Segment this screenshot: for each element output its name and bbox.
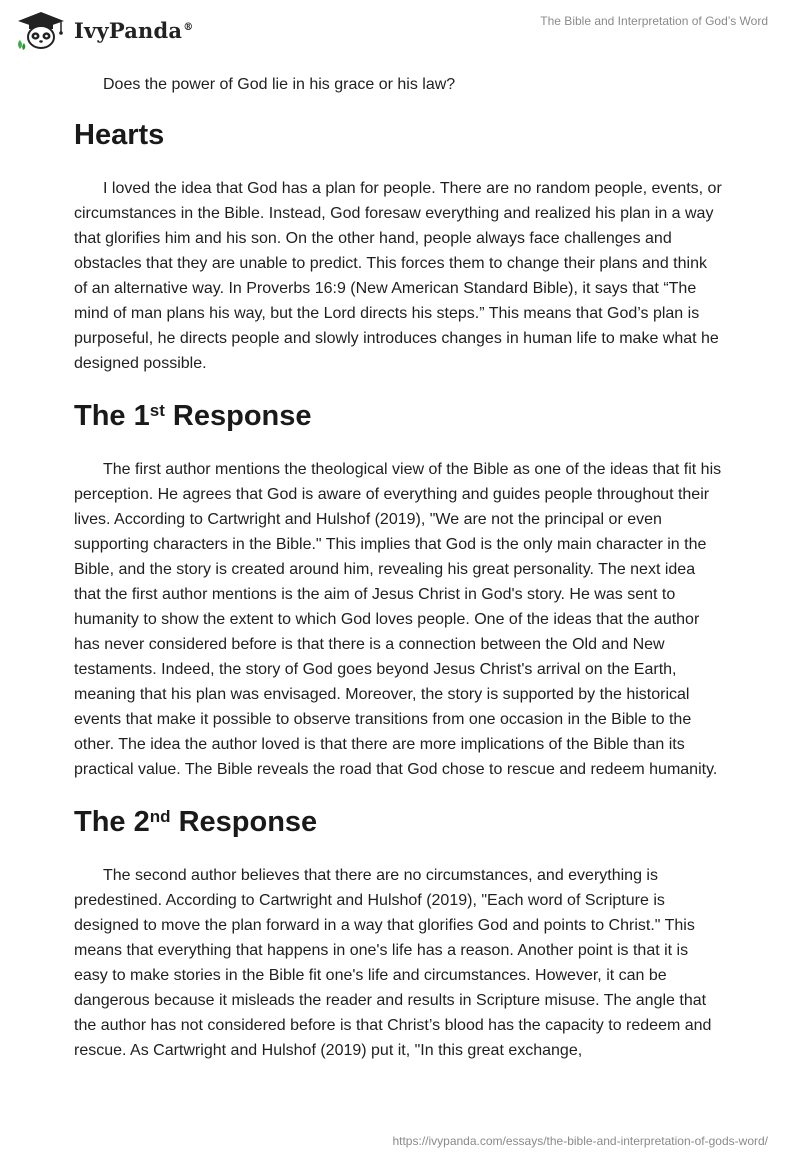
first-response-paragraph: The first author mentions the theological view of the Bible as one of the ideas that fit his perception. He agrees that God is aware of everything and guides people throughout their lives. According to Cartwright and Hulshof (2019), "We are not the principal or even supporting characters in the Bible." This implies that God is the only main character in the Bible, and the story is created around him, revealing his great personality. The next idea that the first author mentions is the aim of Jesus Christ in God's story. He was sent to humanity to show the extent to which God loves people. One of the ideas that the author has never considered before is that there is a connection between the Old and New testaments. Indeed, the story of God goes beyond Jesus Christ's arrival on the Earth, meaning that his plan was envisaged. Moreover, the story is supported by the historical events that make it possible to observe transitions from one occasion in the Bible to the other. The idea the author loved is that there are more implications of the Bible than its practical value. The Bible reveals the road that God chose to rescue and redeem humanity. <box>74 461 722 778</box>
brand-name: IvyPanda® <box>74 17 194 43</box>
page-header <box>0 0 800 60</box>
source-url[interactable]: https://ivypanda.com/essays/the-bible-and-interpretation-of-gods-word/ <box>392 1134 768 1148</box>
section-heading-second-response: The 2nd Response <box>74 806 318 838</box>
section-heading-hearts: Hearts <box>74 119 165 151</box>
registered-mark: ® <box>183 21 194 33</box>
second-response-paragraph: The second author believes that there are no circumstances, and everything is predestined. According to Cartwright and Hulshof (2019), "Each word of Scripture is designed to move the plan forward in a way that glorifies God and points to Christ." This means that everything that happens in one's life has a reason. Another point is that it is easy to make stories in the Bible fit one's life and circumstances. However, it can be dangerous because it misleads the reader and results in Scripture misuse. The angle that the author has not considered before is that Christ’s blood has the capacity to redeem and rescue. As Cartwright and Hulshof (2019) put it, "In this great exchange, <box>74 867 712 1059</box>
intro-question: Does the power of God lie in his grace or his law? <box>103 76 456 93</box>
hearts-paragraph: I loved the idea that God has a plan for people. There are no random people, events, or circumstances in the Bible. Instead, God foresaw everything and realized his plan in a way that glorifies him and his son. On the other hand, people always face challenges and obstacles that they are unable to predict. This forces them to change their plans and think of an alternative way. In Proverbs 16:9 (New American Standard Bible), it says that “The mind of man plans his way, but the Lord directs his steps.” This means that God’s plan is purposeful, he directs people and slowly introduces changes in human life to make what he designed possible. <box>74 180 722 372</box>
section-heading-first-response: The 1st Response <box>74 400 312 432</box>
document-title: The Bible and Interpretation of God’s Word <box>540 14 768 28</box>
essay-content <box>74 68 724 1063</box>
panda-graduate-icon <box>14 10 68 50</box>
brand-logo[interactable] <box>14 10 193 50</box>
